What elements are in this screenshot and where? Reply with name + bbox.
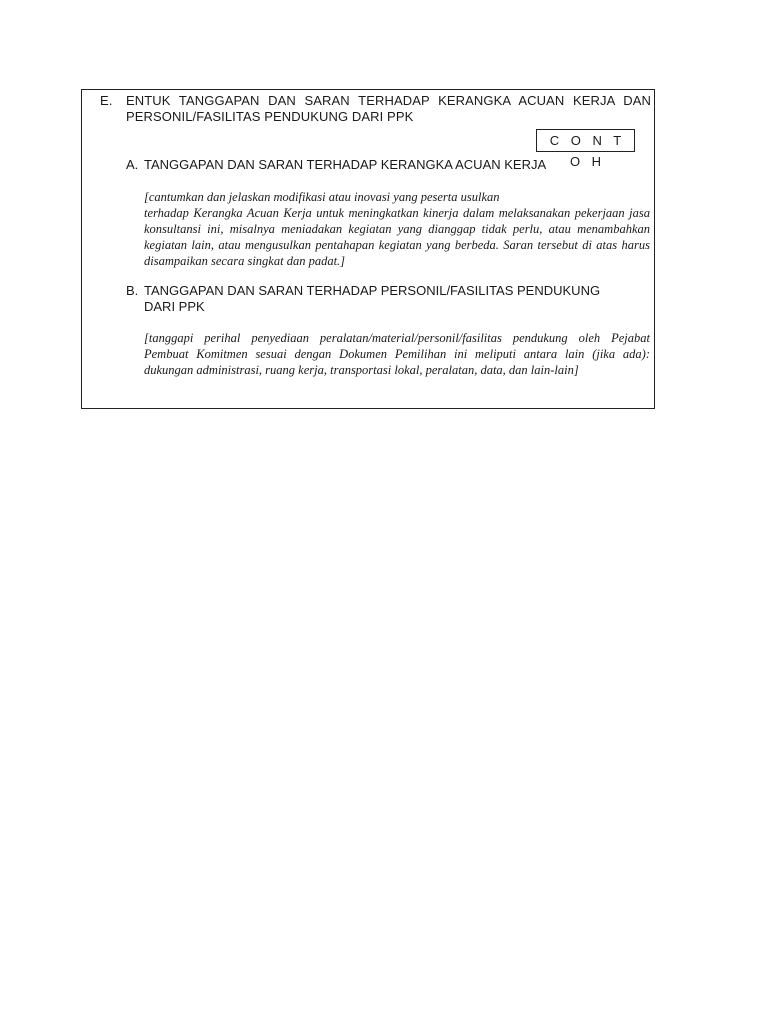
section-letter: E. xyxy=(100,93,113,108)
subsection-a-instructions-line1: [cantumkan dan jelaskan modifikasi atau inovasi yang peserta usulkan xyxy=(144,190,500,204)
subsection-a-letter: A. xyxy=(126,157,139,172)
subsection-a-instructions xyxy=(144,189,650,269)
contoh-stamp: C O N T O H xyxy=(536,129,635,152)
section-title: ENTUK TANGGAPAN DAN SARAN TERHADAP KERANGKA ACUAN KERJA DAN PERSONIL/FASILITAS PENDUKUNG DARI PPK xyxy=(126,93,651,124)
subsection-a-title: TANGGAPAN DAN SARAN TERHADAP KERANGKA ACUAN KERJA xyxy=(144,157,547,172)
subsection-b-heading xyxy=(126,283,636,315)
subsection-b-title-line1: TANGGAPAN DAN SARAN TERHADAP PERSONIL/FASILITAS PENDUKUNG xyxy=(144,283,601,298)
form-section-box xyxy=(81,89,655,409)
subsection-b-title-line2: DARI PPK xyxy=(144,299,205,314)
subsection-b-instructions: [tanggapi perihal penyediaan peralatan/material/personil/fasilitas pendukung oleh Pejabat Pembuat Komitmen sesuai dengan Dokumen Pemilihan ini meliputi antara lain (jika ada): dukungan administrasi, ruang kerja, transportasi lokal, peralatan, data, dan lain-lain] xyxy=(144,331,650,377)
subsection-a-heading xyxy=(126,157,546,173)
subsection-a-instructions-body: terhadap Kerangka Acuan Kerja untuk meningkatkan kinerja dalam melaksanakan pekerjaan jasa konsultansi ini, misalnya meniadakan kegiatan yang dianggap tidak perlu, atau menambahkan kegiatan lain, atau mengusulkan pentahapan kegiatan yang berbeda. Saran tersebut di atas harus disampaikan secara singkat dan padat.] xyxy=(144,206,650,268)
subsection-b-letter: B. xyxy=(126,283,139,298)
